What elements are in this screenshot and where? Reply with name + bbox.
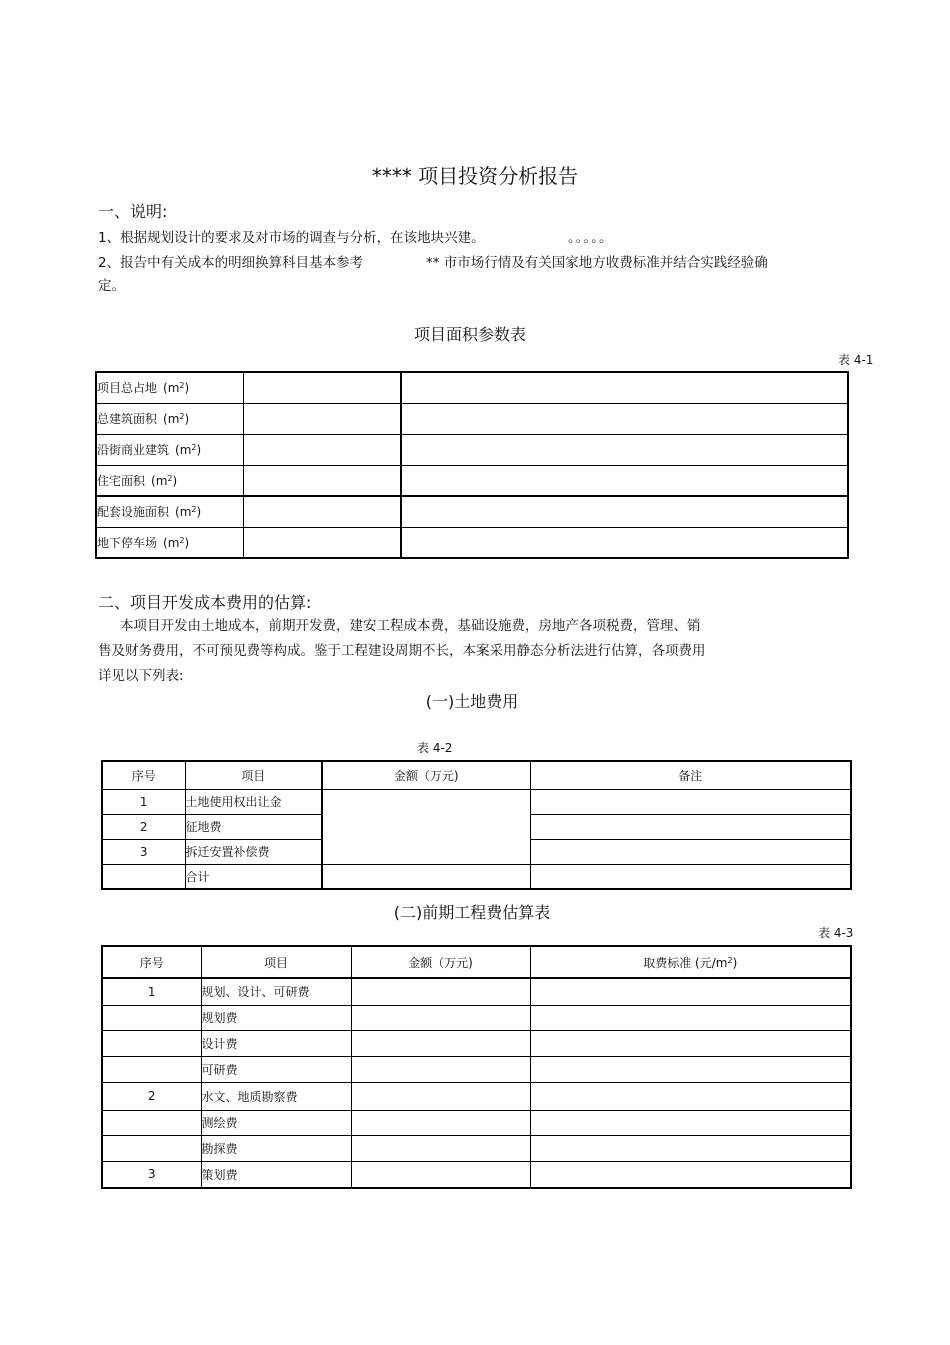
t2-row2-note — [530, 814, 851, 839]
table1-caption: 项目面积参数表 — [413, 325, 526, 344]
t3-row-no: 1 — [102, 978, 201, 1005]
t2-row3-no: 3 — [102, 839, 185, 864]
area-row-unit: (m — [175, 505, 192, 520]
t3-row-item: 策划费 — [201, 1161, 351, 1188]
t3-header-amount: 金额（万元) — [351, 946, 530, 978]
t3-row-item: 设计费 — [201, 1030, 351, 1056]
preliminary-cost-table — [101, 945, 852, 1189]
t3-row-standard — [530, 1056, 851, 1082]
area-row-unit: (m — [151, 473, 168, 488]
section1-heading: 一、说明: — [98, 202, 168, 221]
area-row-unit-suffix: ) — [184, 412, 190, 426]
t3-row-no — [102, 1110, 201, 1135]
t3-row-item: 勘探费 — [201, 1135, 351, 1161]
area-row-unit-suffix: ) — [196, 443, 202, 457]
table2-caption: (一)土地费用 — [425, 692, 519, 711]
area-row — [96, 372, 848, 403]
area-row-label-text: 总建筑面积 — [97, 412, 158, 426]
area-row-note — [401, 372, 848, 403]
area-row-unit: (m — [163, 535, 180, 550]
area-parameter-table — [95, 371, 849, 559]
area-row-value — [243, 434, 401, 465]
area-row-note — [401, 496, 848, 527]
t2-total-item: 合计 — [185, 864, 322, 889]
area-row-unit-suffix: ) — [184, 535, 190, 550]
table-row — [102, 1082, 851, 1110]
t3-header-standard-text: 取费标准 (元/m — [643, 955, 728, 970]
t3-row-amount — [351, 1135, 530, 1161]
area-row-value — [243, 372, 401, 403]
t3-row-no — [102, 1030, 201, 1056]
area-row — [96, 434, 848, 465]
section2-heading: 二、项目开发成本费用的估算: — [98, 593, 312, 612]
t3-row-item: 水文、地质勘察费 — [201, 1082, 351, 1110]
t3-row-standard — [530, 1030, 851, 1056]
t3-row-amount — [351, 1082, 530, 1110]
area-row-note — [401, 434, 848, 465]
section1-line2-tail: ** 市市场行情及有关国家地方收费标准并结合实践经验确 — [426, 255, 768, 271]
t3-row-amount — [351, 1005, 530, 1030]
table1-label: 表 4-1 — [838, 353, 874, 367]
t3-row-no — [102, 1005, 201, 1030]
t2-header-note: 备注 — [530, 761, 851, 789]
t2-total-note — [530, 864, 851, 889]
t3-row-standard — [530, 978, 851, 1005]
table-row — [102, 1110, 851, 1135]
t2-total-no — [102, 864, 185, 889]
area-row-note — [401, 465, 848, 496]
table-row — [102, 1030, 851, 1056]
t3-header-item: 项目 — [201, 946, 351, 978]
section1-line2: 2、报告中有关成本的明细换算科目基本参考 — [98, 255, 364, 271]
area-row — [96, 496, 848, 527]
t3-header-standard — [530, 946, 851, 978]
t3-row-amount — [351, 978, 530, 1005]
section2-para1: 本项目开发由土地成本，前期开发费，建安工程成本费，基础设施费，房地产各项税费，管理、销 — [120, 618, 701, 634]
area-row-unit-sup: 2 — [179, 535, 185, 545]
area-row-label-text: 住宅面积 — [97, 473, 146, 488]
area-row — [96, 465, 848, 496]
t2-row2-item: 征地费 — [185, 814, 322, 839]
table-row — [102, 1161, 851, 1188]
t3-row-item: 测绘费 — [201, 1110, 351, 1135]
t2-row2-no: 2 — [102, 814, 185, 839]
area-row-label — [96, 434, 243, 465]
t3-row-item: 可研费 — [201, 1056, 351, 1082]
area-row-value — [243, 496, 401, 527]
section2-para2: 售及财务费用，不可预见费等构成。鉴于工程建设周期不长，本案采用静态分析法进行估算，各项费用 — [98, 643, 706, 659]
area-row-label — [96, 527, 243, 558]
table-row — [102, 1005, 851, 1030]
area-row-label — [96, 403, 243, 434]
area-row — [96, 403, 848, 434]
t3-header-standard-suffix: ) — [732, 955, 738, 970]
section1-line1-tail: 。。。。。 — [568, 230, 614, 246]
area-row-label-text: 项目总占地 — [97, 381, 158, 396]
area-row-label-text: 沿街商业建筑 — [97, 443, 170, 457]
t2-row1-note — [530, 789, 851, 814]
t3-header-no: 序号 — [102, 946, 201, 978]
area-row-value — [243, 403, 401, 434]
t3-row-no — [102, 1056, 201, 1082]
t3-row-item: 规划、设计、可研费 — [201, 978, 351, 1005]
area-row-label — [96, 465, 243, 496]
table-row — [102, 1135, 851, 1161]
area-row-label — [96, 496, 243, 527]
area-row — [96, 527, 848, 558]
area-row-label — [96, 372, 243, 403]
section1-line1: 1、根据规划设计的要求及对市场的调查与分析，在该地块兴建。 — [98, 230, 485, 246]
table-row — [102, 1056, 851, 1082]
land-cost-table — [101, 760, 852, 890]
t3-row-standard — [530, 1110, 851, 1135]
t3-row-standard — [530, 1135, 851, 1161]
t3-row-amount — [351, 1110, 530, 1135]
t2-header-item: 项目 — [185, 761, 322, 789]
table-row — [102, 978, 851, 1005]
table3-caption: (二)前期工程费估算表 — [393, 903, 551, 922]
area-row-unit-suffix: ) — [172, 473, 178, 488]
t2-header-no: 序号 — [102, 761, 185, 789]
t2-row1-item: 土地使用权出让金 — [185, 789, 322, 814]
area-row-label-text: 配套设施面积 — [97, 505, 170, 520]
area-row-unit-sup: 2 — [191, 505, 197, 515]
t2-header-amount: 金额（万元) — [322, 761, 530, 789]
t2-total-amount — [322, 864, 530, 889]
t2-amount-merged-cell — [322, 789, 530, 864]
t3-header-standard-sup: 2 — [727, 955, 733, 965]
t3-row-amount — [351, 1161, 530, 1188]
area-row-label-text: 地下停车场 — [97, 535, 158, 550]
t3-row-item: 规划费 — [201, 1005, 351, 1030]
table2-label: 表 4-2 — [417, 741, 453, 755]
t3-row-standard — [530, 1082, 851, 1110]
area-row-unit-sup: 2 — [179, 381, 185, 391]
t3-row-no: 3 — [102, 1161, 201, 1188]
area-row-unit-sup: 2 — [179, 412, 185, 421]
area-row-value — [243, 527, 401, 558]
area-row-value — [243, 465, 401, 496]
page-title: **** 项目投资分析报告 — [371, 164, 579, 188]
section2-para3: 详见以下列表: — [98, 668, 184, 684]
area-row-unit: (m — [175, 443, 192, 457]
area-row-unit-suffix: ) — [196, 505, 202, 520]
t3-row-standard — [530, 1005, 851, 1030]
t3-row-amount — [351, 1030, 530, 1056]
t3-row-no: 2 — [102, 1082, 201, 1110]
t2-row3-note — [530, 839, 851, 864]
area-row-unit: (m — [163, 412, 180, 426]
t3-row-amount — [351, 1056, 530, 1082]
area-row-unit-sup: 2 — [191, 443, 197, 452]
area-row-unit: (m — [163, 381, 180, 396]
t3-row-standard — [530, 1161, 851, 1188]
area-row-note — [401, 403, 848, 434]
t2-row1-no: 1 — [102, 789, 185, 814]
table3-label: 表 4-3 — [818, 926, 854, 940]
area-row-unit-suffix: ) — [184, 381, 190, 396]
t3-row-no — [102, 1135, 201, 1161]
area-row-unit-sup: 2 — [167, 473, 173, 483]
area-row-note — [401, 527, 848, 558]
section1-line3: 定。 — [98, 278, 125, 294]
t2-row3-item: 拆迁安置补偿费 — [185, 839, 322, 864]
